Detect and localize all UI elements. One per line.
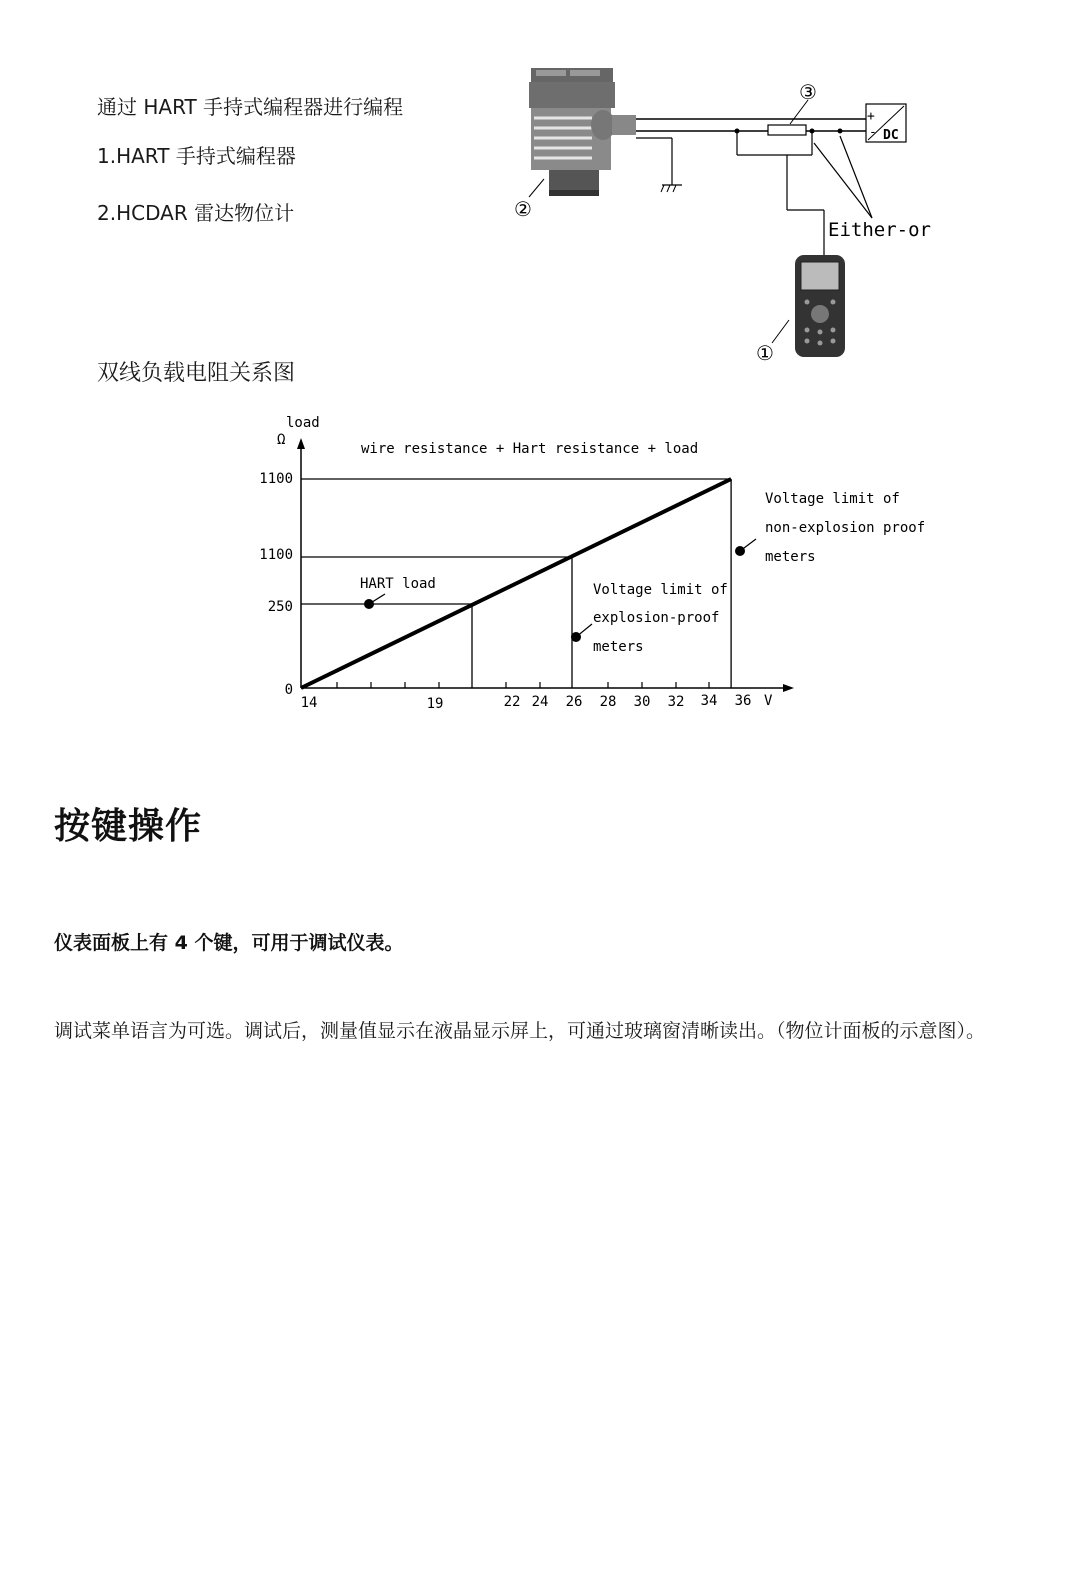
hart-programmer-illustration bbox=[795, 255, 845, 357]
x-tick-label: 32 bbox=[667, 694, 685, 710]
x-axis-title: V bbox=[764, 693, 773, 709]
either-or-label: Either-or bbox=[828, 219, 931, 241]
y-tick-label: 1100 bbox=[259, 547, 293, 563]
dc-label: DC bbox=[883, 128, 899, 143]
explosion-proof-line3: meters bbox=[593, 639, 644, 655]
x-tick-label: 22 bbox=[503, 694, 521, 710]
x-tick-label: 28 bbox=[599, 694, 617, 710]
intro-item-programmer: 1.HART 手持式编程器 bbox=[97, 144, 296, 168]
non-explosion-line2: non-explosion proof bbox=[765, 520, 926, 536]
dc-plus-label: + bbox=[867, 109, 875, 124]
x-tick-label: 14 bbox=[300, 695, 318, 711]
y-axis-title: load bbox=[286, 415, 320, 431]
chart-title: wire resistance + Hart resistance + load bbox=[361, 441, 699, 457]
intro-heading: 通过 HART 手持式编程器进行编程 bbox=[97, 95, 404, 119]
y-axis-unit: Ω bbox=[277, 432, 286, 448]
x-tick-label: 24 bbox=[531, 694, 549, 710]
marker-2: ② bbox=[514, 197, 532, 221]
explosion-proof-line2: explosion-proof bbox=[593, 610, 720, 626]
non-explosion-line3: meters bbox=[765, 549, 816, 565]
section-paragraph: 调试菜单语言为可选。调试后，测量值显示在液晶显示屏上，可通过玻璃窗清晰读出。（物位计面板的示意图）。 bbox=[54, 1020, 986, 1042]
x-tick-label: 34 bbox=[700, 693, 718, 709]
x-ticks bbox=[337, 682, 709, 688]
hart-load-label: HART load bbox=[360, 576, 436, 592]
marker-3: ③ bbox=[799, 80, 817, 104]
non-explosion-line1: Voltage limit of bbox=[765, 491, 900, 507]
explosion-proof-line1: Voltage limit of bbox=[593, 582, 728, 598]
marker-1: ① bbox=[756, 341, 774, 365]
section-title: 按键操作 bbox=[54, 806, 203, 847]
section-bold-line: 仪表面板上有 4 个键，可用于调试仪表。 bbox=[54, 932, 404, 954]
dc-minus-label: - bbox=[869, 125, 877, 140]
chart-caption: 双线负载电阻关系图 bbox=[97, 361, 296, 386]
radar-meter-illustration bbox=[529, 68, 636, 196]
y-tick-label: 1100 bbox=[259, 471, 293, 487]
x-tick-label: 19 bbox=[426, 696, 444, 712]
x-tick-label: 26 bbox=[565, 694, 583, 710]
intro-item-radar: 2.HCDAR 雷达物位计 bbox=[97, 201, 295, 225]
wiring-diagram bbox=[505, 62, 935, 367]
x-tick-label: 36 bbox=[734, 693, 752, 709]
y-tick-label: 0 bbox=[284, 682, 293, 698]
y-tick-label: 250 bbox=[267, 599, 293, 615]
x-tick-label: 30 bbox=[633, 694, 651, 710]
load-resistance-chart bbox=[245, 405, 945, 720]
resistor-symbol bbox=[768, 125, 806, 135]
